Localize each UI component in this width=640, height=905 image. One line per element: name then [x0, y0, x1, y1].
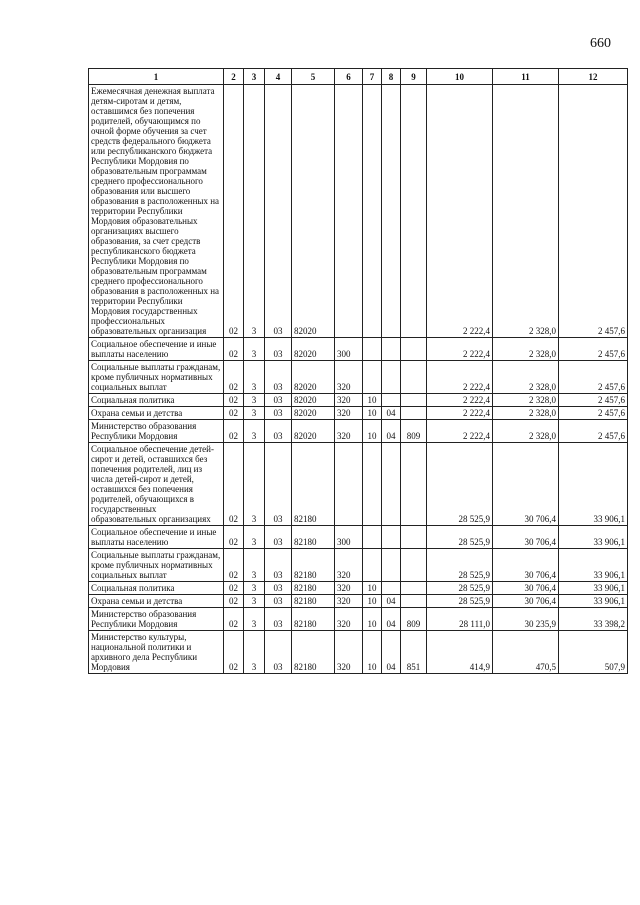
table-cell — [401, 338, 427, 361]
col-header: 6 — [335, 69, 363, 85]
col-header: 5 — [292, 69, 335, 85]
table-cell: 03 — [265, 582, 292, 595]
table-cell: 82180 — [292, 608, 335, 631]
table-cell: 320 — [335, 595, 363, 608]
row-name-cell: Министерство образования Республики Мордовия — [89, 608, 224, 631]
table-cell: 82020 — [292, 338, 335, 361]
table-cell: 320 — [335, 420, 363, 443]
table-cell: 28 525,9 — [427, 549, 493, 582]
budget-table — [88, 68, 628, 674]
table-cell: 320 — [335, 394, 363, 407]
table-cell: 30 706,4 — [493, 526, 559, 549]
table-cell: 2 328,0 — [493, 85, 559, 338]
table-cell: 10 — [363, 407, 382, 420]
table-row — [89, 549, 628, 582]
table-cell: 2 328,0 — [493, 394, 559, 407]
table-cell: 414,9 — [427, 631, 493, 674]
table-cell — [363, 338, 382, 361]
table-cell — [382, 582, 401, 595]
table-cell: 04 — [382, 608, 401, 631]
table-row — [89, 608, 628, 631]
col-header: 11 — [493, 69, 559, 85]
col-header: 3 — [244, 69, 265, 85]
table-cell: 300 — [335, 338, 363, 361]
table-cell — [382, 338, 401, 361]
table-cell: 3 — [244, 407, 265, 420]
table-cell: 10 — [363, 394, 382, 407]
table-cell: 02 — [224, 582, 244, 595]
table-cell: 2 222,4 — [427, 394, 493, 407]
table-cell — [382, 443, 401, 526]
row-name-cell: Социальная политика — [89, 394, 224, 407]
table-cell: 33 398,2 — [559, 608, 628, 631]
table-cell: 320 — [335, 582, 363, 595]
header-row — [89, 69, 628, 85]
row-name-cell: Социальное обеспечение детей-сирот и детей, оставшихся без попечения родителей, лиц из числа детей-сирот и детей, оставшихся без попечения родителей, обучающихся в государственных образовательных организациях — [89, 443, 224, 526]
table-cell: 2 222,4 — [427, 361, 493, 394]
table-cell: 2 222,4 — [427, 407, 493, 420]
table-cell: 30 706,4 — [493, 549, 559, 582]
table-cell: 82020 — [292, 361, 335, 394]
table-cell — [401, 595, 427, 608]
table-cell — [363, 361, 382, 394]
table-cell — [363, 526, 382, 549]
table-cell: 30 706,4 — [493, 443, 559, 526]
table-cell: 03 — [265, 443, 292, 526]
table-cell: 82020 — [292, 420, 335, 443]
table-cell — [401, 361, 427, 394]
table-cell: 02 — [224, 608, 244, 631]
table-cell: 10 — [363, 582, 382, 595]
table-cell: 2 328,0 — [493, 407, 559, 420]
table-row — [89, 526, 628, 549]
col-header: 8 — [382, 69, 401, 85]
table-cell: 03 — [265, 361, 292, 394]
table-cell: 10 — [363, 420, 382, 443]
table-cell: 320 — [335, 361, 363, 394]
table-cell: 3 — [244, 549, 265, 582]
table-cell: 10 — [363, 631, 382, 674]
table-cell: 28 525,9 — [427, 526, 493, 549]
table-cell: 2 328,0 — [493, 361, 559, 394]
table-cell: 33 906,1 — [559, 582, 628, 595]
table-cell: 2 328,0 — [493, 338, 559, 361]
table-cell: 02 — [224, 394, 244, 407]
table-cell — [401, 394, 427, 407]
table-cell: 33 906,1 — [559, 526, 628, 549]
table-cell: 2 328,0 — [493, 420, 559, 443]
table-cell: 03 — [265, 338, 292, 361]
table-cell: 82020 — [292, 85, 335, 338]
table-row — [89, 361, 628, 394]
row-name-cell: Министерство образования Республики Мордовия — [89, 420, 224, 443]
table-cell: 320 — [335, 407, 363, 420]
col-header: 1 — [89, 69, 224, 85]
table-cell: 2 457,6 — [559, 407, 628, 420]
table-cell — [401, 407, 427, 420]
table-cell: 03 — [265, 608, 292, 631]
table-cell: 02 — [224, 407, 244, 420]
table-cell: 02 — [224, 85, 244, 338]
table-cell: 03 — [265, 595, 292, 608]
table-cell: 3 — [244, 85, 265, 338]
table-cell — [401, 526, 427, 549]
table-cell: 3 — [244, 394, 265, 407]
table-cell: 82020 — [292, 394, 335, 407]
table-row — [89, 394, 628, 407]
table-cell: 33 906,1 — [559, 549, 628, 582]
table-cell — [401, 85, 427, 338]
table-cell: 04 — [382, 407, 401, 420]
table-cell: 809 — [401, 608, 427, 631]
table-cell: 809 — [401, 420, 427, 443]
table-cell: 33 906,1 — [559, 595, 628, 608]
table-cell: 320 — [335, 631, 363, 674]
table-cell: 28 525,9 — [427, 443, 493, 526]
table-cell: 04 — [382, 420, 401, 443]
table-cell: 82180 — [292, 582, 335, 595]
col-header: 4 — [265, 69, 292, 85]
table-cell — [363, 85, 382, 338]
table-cell — [363, 443, 382, 526]
table-cell — [401, 443, 427, 526]
table-cell: 02 — [224, 420, 244, 443]
table-cell: 30 706,4 — [493, 595, 559, 608]
table-cell: 03 — [265, 420, 292, 443]
table-row — [89, 338, 628, 361]
table-cell: 28 525,9 — [427, 582, 493, 595]
row-name-cell: Социальные выплаты гражданам, кроме публичных нормативных социальных выплат — [89, 361, 224, 394]
row-name-cell: Социальное обеспечение и иные выплаты населению — [89, 526, 224, 549]
table-cell: 320 — [335, 608, 363, 631]
table-cell: 82180 — [292, 595, 335, 608]
row-name-cell: Социальное обеспечение и иные выплаты населению — [89, 338, 224, 361]
table-cell — [401, 582, 427, 595]
table-cell — [382, 85, 401, 338]
table-row — [89, 443, 628, 526]
col-header: 7 — [363, 69, 382, 85]
table-cell — [335, 443, 363, 526]
table-cell: 3 — [244, 420, 265, 443]
table-cell: 10 — [363, 608, 382, 631]
table-cell — [401, 549, 427, 582]
table-cell — [335, 85, 363, 338]
table-cell: 33 906,1 — [559, 443, 628, 526]
table-cell: 03 — [265, 85, 292, 338]
table-row — [89, 420, 628, 443]
table-cell: 30 235,9 — [493, 608, 559, 631]
table-cell: 3 — [244, 582, 265, 595]
row-name-cell: Охрана семьи и детства — [89, 595, 224, 608]
table-cell: 470,5 — [493, 631, 559, 674]
col-header: 2 — [224, 69, 244, 85]
table-cell: 03 — [265, 526, 292, 549]
col-header: 12 — [559, 69, 628, 85]
row-name-cell: Министерство культуры, национальной политики и архивного дела Республики Мордовия — [89, 631, 224, 674]
table-cell: 30 706,4 — [493, 582, 559, 595]
table-cell: 02 — [224, 595, 244, 608]
table-cell: 02 — [224, 443, 244, 526]
table-cell: 2 222,4 — [427, 85, 493, 338]
table-cell: 82180 — [292, 526, 335, 549]
page-number: 660 — [590, 36, 611, 51]
table-cell: 03 — [265, 394, 292, 407]
table-cell: 2 222,4 — [427, 420, 493, 443]
table-row — [89, 407, 628, 420]
table-cell: 28 111,0 — [427, 608, 493, 631]
table-cell: 2 457,6 — [559, 420, 628, 443]
table-cell — [382, 394, 401, 407]
table-cell: 3 — [244, 595, 265, 608]
table-cell: 82020 — [292, 407, 335, 420]
table-cell: 82180 — [292, 443, 335, 526]
row-name-cell: Социальная политика — [89, 582, 224, 595]
table-cell: 3 — [244, 361, 265, 394]
table-cell: 02 — [224, 526, 244, 549]
table-cell: 2 457,6 — [559, 394, 628, 407]
table-cell — [382, 526, 401, 549]
table-row — [89, 85, 628, 338]
table-cell: 02 — [224, 631, 244, 674]
table-cell: 82180 — [292, 631, 335, 674]
col-header: 9 — [401, 69, 427, 85]
table-cell: 04 — [382, 631, 401, 674]
table-cell: 02 — [224, 549, 244, 582]
table-cell: 320 — [335, 549, 363, 582]
table-cell: 28 525,9 — [427, 595, 493, 608]
table-cell: 3 — [244, 338, 265, 361]
table-row — [89, 582, 628, 595]
col-header: 10 — [427, 69, 493, 85]
table-cell: 3 — [244, 608, 265, 631]
table-cell: 507,9 — [559, 631, 628, 674]
row-name-cell: Охрана семьи и детства — [89, 407, 224, 420]
table-cell: 03 — [265, 631, 292, 674]
table-row — [89, 595, 628, 608]
table-cell: 2 457,6 — [559, 85, 628, 338]
table-cell: 02 — [224, 361, 244, 394]
table-cell: 82180 — [292, 549, 335, 582]
table-cell — [382, 549, 401, 582]
table-cell: 2 222,4 — [427, 338, 493, 361]
table-cell: 3 — [244, 631, 265, 674]
table-cell: 2 457,6 — [559, 338, 628, 361]
table-cell: 300 — [335, 526, 363, 549]
table-cell: 851 — [401, 631, 427, 674]
table-cell: 03 — [265, 549, 292, 582]
table-cell — [382, 361, 401, 394]
table-cell — [363, 549, 382, 582]
row-name-cell: Ежемесячная денежная выплата детям-сиротам и детям, оставшимся без попечения родителей, обучающимся по очной форме обучения за счет средств федерального бюджета или республиканского бюджета Республики Мордовия по образовательным программам среднего профессионального образования или высшего образования в расположенных на территории Республики Мордовия образовательных организациях высшего образования, за счет средств республиканского бюджета Республики Мордовия по образовательным программам среднего профессионального образования в расположенных на территории Республики Мордовия государственных профессиональных образовательных организация — [89, 85, 224, 338]
table-cell: 02 — [224, 338, 244, 361]
table-row — [89, 631, 628, 674]
table-cell: 2 457,6 — [559, 361, 628, 394]
table-cell: 03 — [265, 407, 292, 420]
table-cell: 10 — [363, 595, 382, 608]
table-cell: 3 — [244, 443, 265, 526]
table-cell: 3 — [244, 526, 265, 549]
table-cell: 04 — [382, 595, 401, 608]
row-name-cell: Социальные выплаты гражданам, кроме публичных нормативных социальных выплат — [89, 549, 224, 582]
